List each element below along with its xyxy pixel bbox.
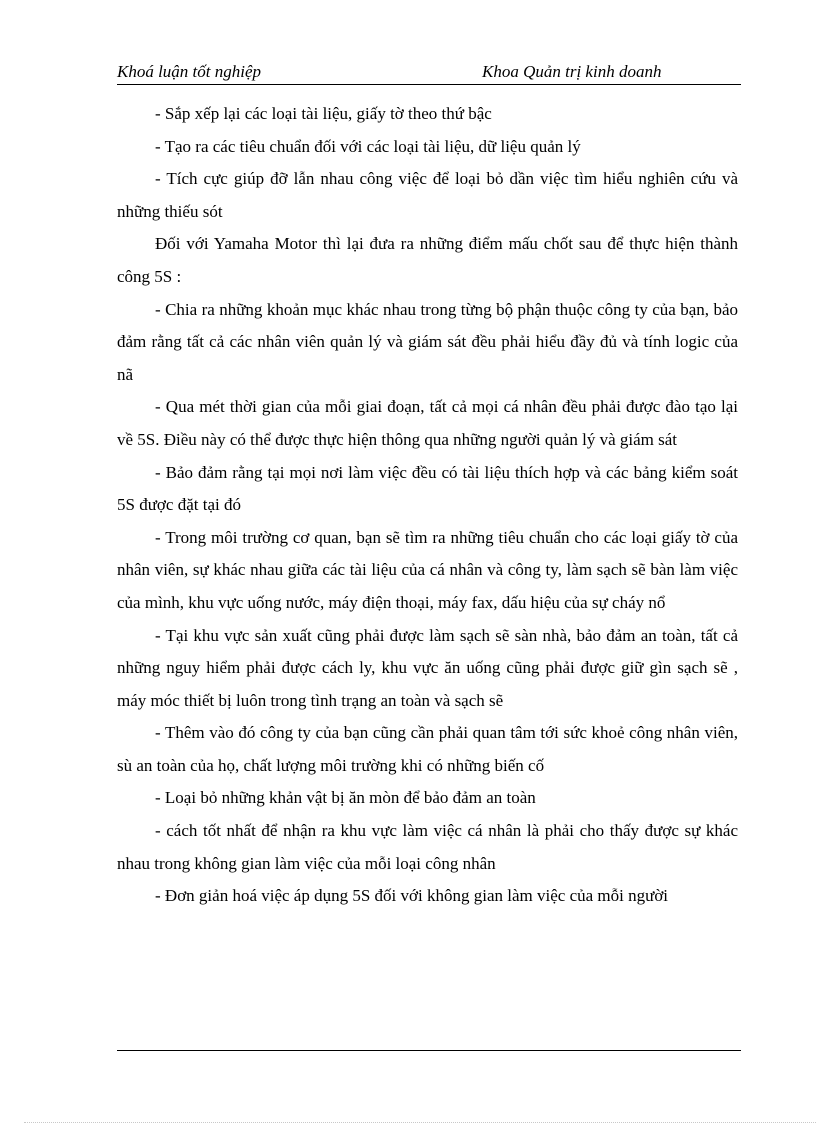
document-body (117, 98, 738, 913)
header-faculty-label: Khoa Quản trị kinh doanh (482, 62, 662, 81)
bullet-paragraph: - Tạo ra các tiêu chuẩn đối với các loại tài liệu, dữ liệu quản lý (155, 136, 581, 156)
page-header (117, 62, 741, 85)
bullet-paragraph: - Sắp xếp lại các loại tài liệu, giấy tờ theo thứ bậc (155, 104, 492, 123)
bullet-paragraph: - Trong môi trường cơ quan, bạn sẽ tìm ra những tiêu chuẩn cho các loại giấy tờ của nhân viên, sự khác nhau giữa các tài liệu của cá nhân và công ty, làm sạch sẽ bàn làm việc của mình, khu vực uống nước, máy điện thoại, máy fax, dấu hiệu của sự cháy nổ (117, 527, 738, 612)
bullet-paragraph: - cách tốt nhất để nhận ra khu vực làm việc cá nhân là phải cho thấy được sự khác nhau trong không gian làm việc của mỗi loại công nhân (117, 821, 738, 873)
body-paragraph: Đối với Yamaha Motor thì lại đưa ra những điểm mấu chốt sau để thực hiện thành công 5S : (117, 234, 738, 286)
bullet-paragraph: - Loại bỏ những khản vật bị ăn mòn để bảo đảm an toàn (155, 788, 536, 808)
footer-divider (117, 1050, 741, 1051)
bullet-paragraph: - Bảo đảm rằng tại mọi nơi làm việc đều có tài liệu thích hợp và các bảng kiểm soát 5S được đặt tại đó (117, 462, 738, 515)
bullet-paragraph: - Chia ra những khoản mục khác nhau trong từng bộ phận thuộc công ty của bạn, bảo đảm rằng tất cả các nhân viên quản lý và giám sát đều phải hiểu đầy đủ và tính logic của nã (117, 299, 738, 384)
bullet-paragraph: - Qua mét thời gian của mỗi giai đoạn, tất cả mọi cá nhân đều phải được đào tạo lại về 5S. Điều này có thể được thực hiện thông qua những người quản lý và giám sát (117, 397, 738, 449)
bullet-paragraph: - Đơn giản hoá việc áp dụng 5S đối với không gian làm việc của mỗi người (155, 886, 669, 906)
bullet-paragraph: - Tại khu vực sản xuất cũng phải được làm sạch sẽ sàn nhà, bảo đảm an toàn, tất cả những nguy hiểm phải được cách ly, khu vực ăn uống cũng phải được giữ gìn sạch sẽ , máy móc thiết bị luôn trong tình trạng an toàn và sạch sẽ (117, 625, 738, 710)
bullet-paragraph: - Thêm vào đó công ty của bạn cũng cần phải quan tâm tới sức khoẻ công nhân viên, sù an toàn của họ, chất lượng môi trường khi có những biến cố (117, 723, 738, 775)
bullet-paragraph: - Tích cực giúp đỡ lẫn nhau công việc để loại bỏ dần việc tìm hiểu nghiên cứu và những thiếu sót (117, 169, 738, 221)
header-thesis-label: Khoá luận tốt nghiệp (117, 62, 262, 81)
